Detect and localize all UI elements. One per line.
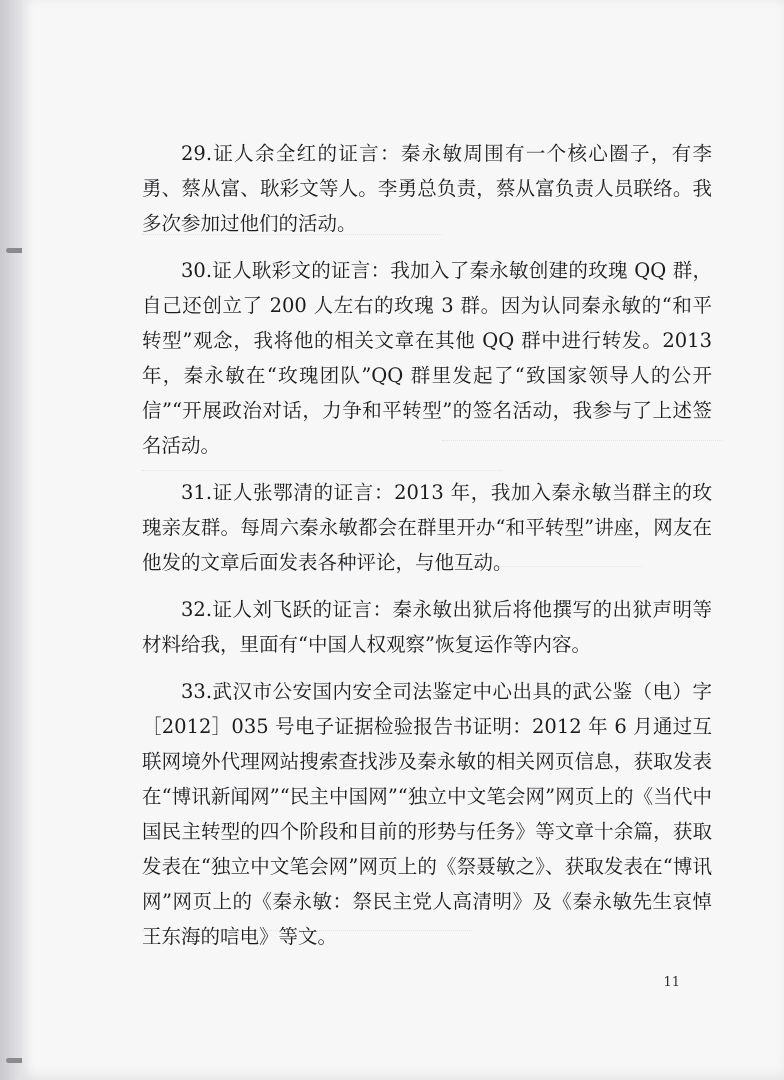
testimony-paragraph-31: 31.证人张鄂清的证言：2013 年，我加入秦永敏当群主的玫瑰亲友群。每周六秦永敏都会在群里开办“和平转型”讲座，网友在他发的文章后面发表各种评论，与他互动。 bbox=[142, 481, 712, 574]
document-body bbox=[142, 136, 712, 966]
testimony-paragraph-32: 32.证人刘飞跃的证言：秦永敏出狱后将他撰写的出狱声明等材料给我，里面有“中国人权观察”恢复运作等内容。 bbox=[142, 598, 712, 656]
page-number: 11 bbox=[663, 975, 680, 990]
testimony-paragraph-29: 29.证人余全红的证言：秦永敏周围有一个核心圈子，有李勇、蔡从富、耿彩文等人。李勇总负责，蔡从富负责人员联络。我多次参加过他们的活动。 bbox=[142, 142, 712, 235]
binding-spine bbox=[0, 0, 24, 1080]
evidence-paragraph-33: 33.武汉市公安国内安全司法鉴定中心出具的武公鉴（电）字［2012］035 号电子证据检验报告书证明：2012 年 6 月通过互联网境外代理网站搜索查找涉及秦永敏的相关网页信息，获取发表在“博讯新闻网”“民主中国网”“独立中文笔会网”网页上的《当代中国民主转型的四个阶段和目前的形势与任务》等文章十余篇，获取发表在“独立中文笔会网”网页上的《祭聂敏之》、获取发表在“博讯网”网页上的《秦永敏：祭民主党人高清明》及《秦永敏先生哀悼王东海的唁电》等文。 bbox=[142, 680, 712, 948]
document-page bbox=[22, 0, 784, 1080]
testimony-paragraph-30: 30.证人耿彩文的证言：我加入了秦永敏创建的玫瑰 QQ 群，自己还创立了 200 人左右的玫瑰 3 群。因为认同秦永敏的“和平转型”观念，我将他的相关文章在其他 QQ 群中进行转发。2013 年，秦永敏在“玫瑰团队”QQ 群里发起了“致国家领导人的公开信”“开展政治对话，力争和平转型”的签名活动，我参与了上述签名活动。 bbox=[142, 259, 712, 457]
